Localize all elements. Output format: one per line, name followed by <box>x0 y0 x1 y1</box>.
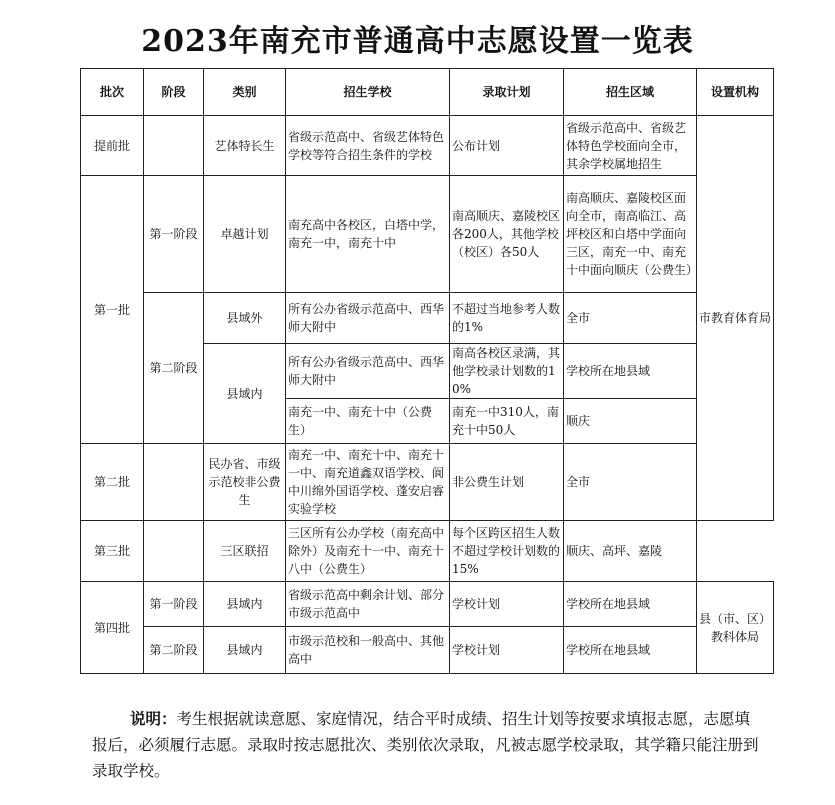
stage-cell <box>144 521 204 582</box>
region-cell: 顺庆、高坪、嘉陵 <box>564 521 697 582</box>
region-cell: 学校所在地县域 <box>564 582 697 627</box>
header-cell: 类别 <box>204 69 286 116</box>
region-cell: 学校所在地县域 <box>564 344 697 399</box>
plan-cell: 南高顺庆、嘉陵校区各200人，其他学校（校区）各50人 <box>450 176 564 293</box>
stage-cell <box>144 116 204 176</box>
header-cell: 设置机构 <box>697 69 774 116</box>
region-cell: 全市 <box>564 444 697 521</box>
plan-cell: 非公费生计划 <box>450 444 564 521</box>
schools-cell: 南充一中、南充十中、南充十一中、南充道鑫双语学校、阆中川绵外国语学校、蓬安启睿实验学校 <box>286 444 450 521</box>
category-cell: 县域内 <box>204 344 286 444</box>
footnote <box>92 706 762 784</box>
footnote-text: 考生根据就读意愿、家庭情况，结合平时成绩、招生计划等按要求填报志愿，志愿填报后，必须履行志愿。录取时按志愿批次、类别依次录取，凡被志愿学校录取，其学籍只能注册到录取学校。 <box>92 710 759 780</box>
batch-cell: 第二批 <box>81 444 144 521</box>
table-row <box>81 293 774 344</box>
category-cell: 卓越计划 <box>204 176 286 293</box>
plan-cell: 不超过当地参考人数的1% <box>450 293 564 344</box>
region-cell: 顺庆 <box>564 399 697 444</box>
batch-cell: 第一批 <box>81 176 144 444</box>
plan-cell: 学校计划 <box>450 627 564 674</box>
table-row <box>81 176 774 293</box>
header-cell: 招生学校 <box>286 69 450 116</box>
admission-table <box>80 68 774 674</box>
schools-cell: 所有公办省级示范高中、西华师大附中 <box>286 344 450 399</box>
batch-cell: 提前批 <box>81 116 144 176</box>
stage-cell: 第一阶段 <box>144 582 204 627</box>
plan-cell: 南高各校区录满，其他学校录计划数的10% <box>450 344 564 399</box>
category-cell: 县域内 <box>204 582 286 627</box>
table-row <box>81 521 774 582</box>
header-cell: 录取计划 <box>450 69 564 116</box>
plan-cell: 公布计划 <box>450 116 564 176</box>
region-cell: 全市 <box>564 293 697 344</box>
schools-cell: 市级示范校和一般高中、其他高中 <box>286 627 450 674</box>
category-cell: 县域内 <box>204 627 286 674</box>
batch-cell: 第三批 <box>81 521 144 582</box>
region-cell: 学校所在地县域 <box>564 627 697 674</box>
institution-cell-county: 县（市、区）教科体局 <box>697 582 774 674</box>
schools-cell: 所有公办省级示范高中、西华师大附中 <box>286 293 450 344</box>
footnote-label: 说明： <box>130 709 177 728</box>
schools-cell: 省级示范高中剩余计划、部分市级示范高中 <box>286 582 450 627</box>
region-cell: 南高顺庆、嘉陵校区面向全市，南高临江、高坪校区和白塔中学面向三区，南充一中、南充十中面向顺庆（公费生） <box>564 176 697 293</box>
category-cell: 三区联招 <box>204 521 286 582</box>
stage-cell: 第二阶段 <box>144 293 204 444</box>
header-cell: 招生区域 <box>564 69 697 116</box>
category-cell: 县域外 <box>204 293 286 344</box>
category-cell: 民办省、市级示范校非公费生 <box>204 444 286 521</box>
institution-cell-city: 市教育体育局 <box>697 116 774 521</box>
table-row <box>81 116 774 176</box>
batch-cell: 第四批 <box>81 582 144 674</box>
table-header-row <box>81 69 774 116</box>
stage-cell <box>144 444 204 521</box>
table-row <box>81 444 774 521</box>
table-row <box>81 582 774 627</box>
page-title: 2023年南充市普通高中志愿设置一览表 <box>141 24 694 59</box>
stage-cell: 第一阶段 <box>144 176 204 293</box>
table-row <box>81 627 774 674</box>
plan-cell: 学校计划 <box>450 582 564 627</box>
stage-cell: 第二阶段 <box>144 627 204 674</box>
plan-cell: 南充一中310人，南充十中50人 <box>450 399 564 444</box>
schools-cell: 南充高中各校区，白塔中学，南充一中，南充十中 <box>286 176 450 293</box>
schools-cell: 南充一中、南充十中（公费生） <box>286 399 450 444</box>
region-cell: 省级示范高中、省级艺体特色学校面向全市，其余学校属地招生 <box>564 116 697 176</box>
header-cell: 阶段 <box>144 69 204 116</box>
plan-cell: 每个区跨区招生人数不超过学校计划数的15% <box>450 521 564 582</box>
schools-cell: 省级示范高中、省级艺体特色学校等符合招生条件的学校 <box>286 116 450 176</box>
header-cell: 批次 <box>81 69 144 116</box>
schools-cell: 三区所有公办学校（南充高中除外）及南充十一中、南充十八中（公费生） <box>286 521 450 582</box>
category-cell: 艺体特长生 <box>204 116 286 176</box>
